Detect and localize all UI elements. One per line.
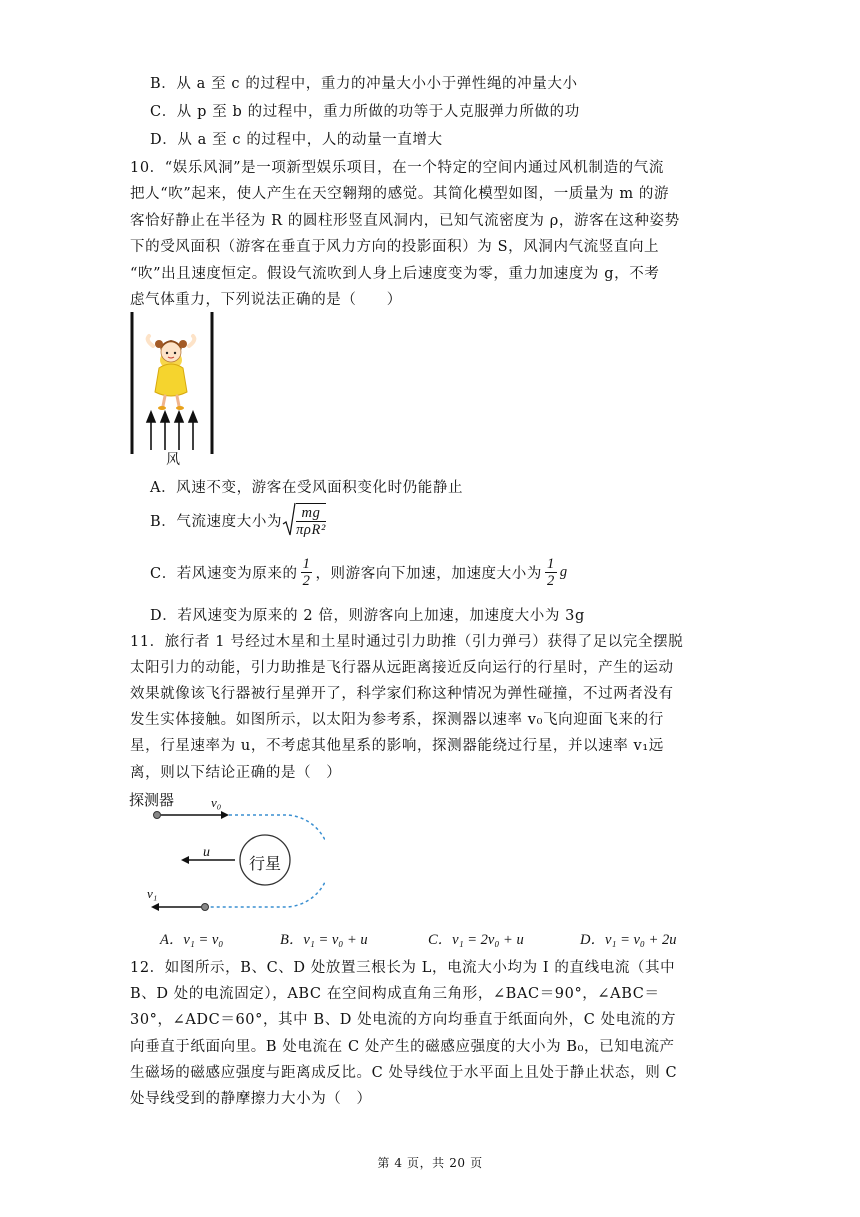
q10-option-c bbox=[150, 552, 568, 592]
q10-option-b bbox=[150, 502, 329, 538]
q12-line-2: B、D 处的电流固定），ABC 在空间构成直角三角形，∠BAC＝90°，∠ABC＝ bbox=[130, 986, 660, 1002]
q11-option-d: D．v₁ = v₀ + 2u bbox=[580, 932, 677, 948]
q12-line-3: 30°，∠ADC＝60°，其中 B、D 处电流的方向均垂直于纸面向外，C 处电流的方 bbox=[130, 1012, 677, 1028]
q11-option-b: B．v₁ = v₀ + u bbox=[280, 932, 368, 948]
q10-line-4: 下的受风面积（游客在垂直于风力方向的投影面积）为 S，风洞内气流竖直向上 bbox=[130, 239, 660, 255]
wind-label: 风 bbox=[166, 451, 180, 467]
q10-option-c-prefix: C．若风速变为原来的 bbox=[150, 565, 298, 582]
q11-line-6: 离，则以下结论正确的是（ ） bbox=[130, 765, 342, 781]
q11-option-c: C．v₁ = 2v₀ + u bbox=[428, 932, 524, 948]
page-footer: 第 4 页，共 20 页 bbox=[377, 1156, 483, 1170]
q12-line-1: 12．如图所示，B、C、D 处放置三根长为 L，电流大小均为 I 的直线电流（其中 bbox=[130, 960, 676, 976]
visitor-icon bbox=[148, 336, 195, 410]
q10-line-5: “吹”出且速度恒定。假设气流吹到人身上后速度变为零，重力加速度为 g，不考 bbox=[130, 266, 660, 282]
fraction-half-2: $\frac{1}{2}$ bbox=[546, 555, 555, 589]
q12-line-6: 处导线受到的静摩擦力大小为（ ） bbox=[130, 1091, 372, 1107]
q12-line-5: 生磁场的磁感应强度与距离成反比。C 处导线位于水平面上且处于静止状态，则 C bbox=[130, 1065, 678, 1081]
wind-tunnel-figure bbox=[125, 308, 225, 468]
q10-option-c-suffix: g bbox=[559, 563, 568, 580]
q11-line-5: 星，行星速率为 u，不考虑其他星系的影响，探测器能绕过行星，并以速率 v₁远 bbox=[130, 738, 664, 754]
q11-line-4: 发生实体接触。如图所示，以太阳为参考系，探测器以速率 v₀飞向迎面飞来的行 bbox=[130, 712, 664, 728]
q10-option-d: D．若风速变为原来的 2 倍，则游客向上加速，加速度大小为 3g bbox=[150, 608, 585, 624]
q11-option-a: A．v₁ = v₀ bbox=[160, 932, 224, 948]
fraction-half: $\frac{1}{2}$ bbox=[302, 555, 311, 589]
q11-line-3: 效果就像该飞行器被行星弹开了，科学家们称这种情况为弹性碰撞，不过两者没有 bbox=[130, 686, 674, 702]
q10-line-3: 客恰好静止在半径为 R 的圆柱形竖直风洞内，已知气流密度为 ρ，游客在这种姿势 bbox=[130, 213, 680, 229]
sqrt-numerator: mg bbox=[296, 505, 326, 522]
q10-line-6: 虑气体重力，下列说法正确的是（ ） bbox=[130, 292, 402, 308]
q12-line-4: 向垂直于纸面向里。B 处电流在 C 处产生的磁感应强度的大小为 B₀，已知电流产 bbox=[130, 1039, 675, 1055]
q10-option-a: A．风速不变，游客在受风面积变化时仍能静止 bbox=[150, 480, 464, 496]
v0-label: v₀ bbox=[211, 795, 222, 810]
q11-line-2: 太阳引力的动能，引力助推是飞行器从远距离接近反向运行的行星时，产生的运动 bbox=[130, 660, 674, 676]
q10-option-c-mid: ，则游客向下加速，加速度大小为 bbox=[315, 565, 542, 582]
gravity-assist-figure bbox=[125, 785, 325, 915]
q10-option-b-prefix: B．气流速度大小为 bbox=[150, 513, 283, 530]
planet-label: 行星 bbox=[249, 856, 282, 873]
q9-option-c: C．从 p 至 b 的过程中，重力所做的功等于人克服弹力所做的功 bbox=[150, 104, 580, 120]
sqrt-denominator: πρR² bbox=[296, 521, 326, 538]
probe-label: 探测器 bbox=[129, 792, 175, 809]
q9-option-b: B．从 a 至 c 的过程中，重力的冲量大小小于弹性绳的冲量大小 bbox=[150, 76, 578, 92]
wind-tunnel-diagram bbox=[125, 308, 225, 468]
q11-line-1: 11．旅行者 1 号经过木星和土星时通过引力助推（引力弹弓）获得了足以完全摆脱 bbox=[130, 634, 684, 650]
wind-arrows bbox=[147, 412, 197, 450]
q10-line-1: 10．“娱乐风洞”是一项新型娱乐项目，在一个特定的空间内通过风机制造的气流 bbox=[130, 160, 664, 176]
sqrt-expression bbox=[282, 502, 329, 538]
q9-option-d: D．从 a 至 c 的过程中，人的动量一直增大 bbox=[150, 132, 443, 148]
sqrt-sign-icon bbox=[282, 502, 296, 538]
v1-label: v₁ bbox=[147, 886, 158, 901]
q10-line-2: 把人“吹”起来，使人产生在天空翱翔的感觉。其简化模型如图，一质量为 m 的游 bbox=[130, 186, 670, 202]
u-label: u bbox=[203, 845, 210, 860]
